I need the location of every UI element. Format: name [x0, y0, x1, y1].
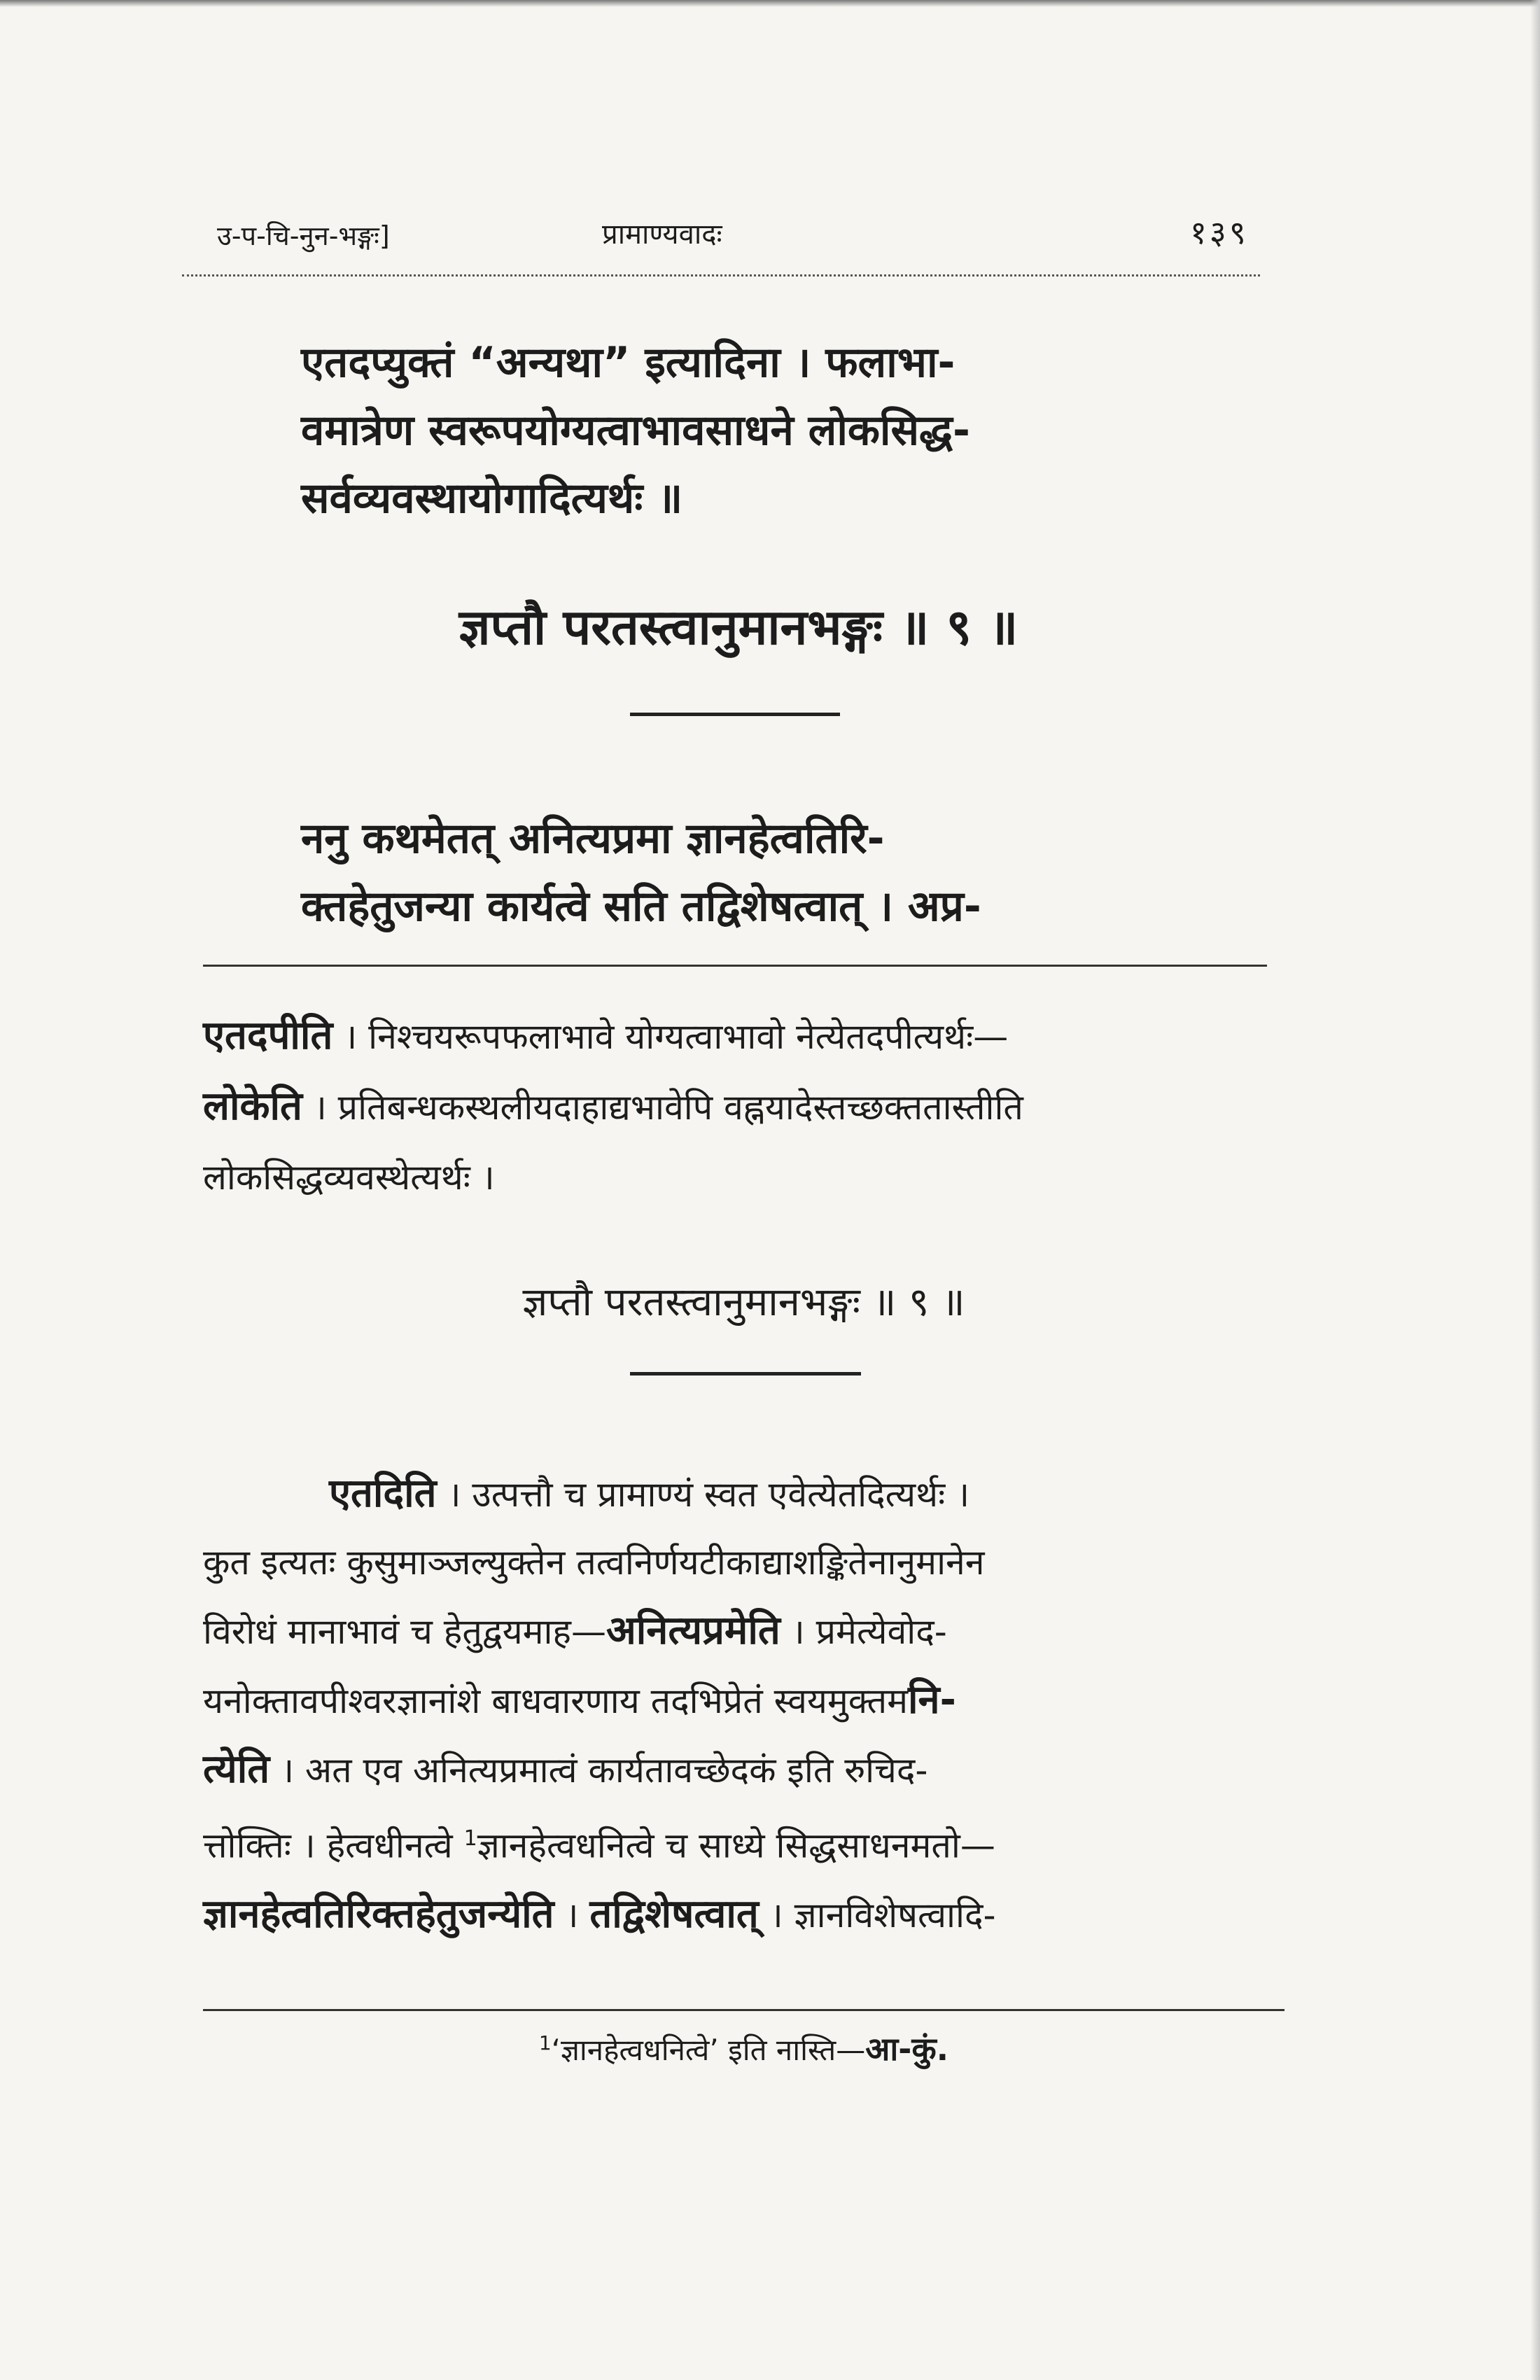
commentary-line — [203, 1880, 1284, 1949]
header-rule — [182, 274, 1260, 276]
commentary-lemma: त्येति — [203, 1746, 270, 1792]
running-head-title: प्रामाण्यवादः — [602, 218, 722, 251]
footnote-rule — [203, 2009, 1284, 2011]
commentary-gloss: । — [565, 1894, 579, 1935]
commentary-divider — [630, 1372, 861, 1376]
main-text-line: एतदप्युक्तं “अन्यथा” इत्यादिना । फलाभा- — [301, 338, 955, 387]
commentary-line: कुत इत्यतः कुसुमाञ्जल्युक्तेन तत्वनिर्णयटीकाद्याशङ्कितेनानुमानेन — [203, 1542, 985, 1583]
footnote — [203, 2026, 1284, 2070]
next-text-block — [301, 805, 1176, 941]
page-number: १३९ — [1190, 214, 1249, 251]
scan-edge-right — [1530, 0, 1540, 2380]
section-divider — [630, 713, 840, 716]
main-text-block — [301, 329, 1176, 533]
main-text-line: सर्वव्यवस्थायोगादित्यर्थः ॥ — [301, 474, 683, 523]
commentary-lemma: ज्ञानहेत्वतिरिक्तहेतुजन्येति — [203, 1891, 554, 1937]
running-head — [0, 210, 1540, 259]
main-text-line: वमात्रेण स्वरूपयोग्यत्वाभावसाधने लोकसिद्ध- — [301, 406, 970, 455]
footnote-marker: 1 — [463, 1826, 477, 1851]
section-end-heading: ज्ञप्तौ परतस्त्वानुमानभङ्गः ॥ ९ ॥ — [458, 598, 1018, 656]
commentary-line — [203, 1666, 1284, 1735]
commentary-gloss: त्तोक्तिः । हेत्वधीनत्वे — [203, 1825, 453, 1866]
commentary-heading: ज्ञप्तौ परतस्त्वानुमानभङ्गः ॥ ९ ॥ — [522, 1280, 965, 1325]
commentary-line — [203, 1805, 1284, 1880]
scan-edge-top — [0, 0, 1540, 7]
running-head-section: उ-प-चि-नुन-भङ्गः] — [217, 220, 390, 251]
commentary-line — [203, 1460, 1284, 1529]
commentary-line — [203, 1001, 1284, 1072]
commentary-gloss: । प्रतिबन्धकस्थलीयदाहाद्यभावेपि वह्नयादेस्तच्छक्ततास्तीति — [313, 1087, 1023, 1128]
commentary-gloss: विरोधं मानाभावं च हेतुद्वयमाह— — [203, 1611, 606, 1652]
footnote-number: 1 — [538, 2031, 552, 2054]
commentary-gloss: । ज्ञानविशेषत्वादि- — [769, 1894, 996, 1935]
text-commentary-rule — [203, 965, 1267, 967]
commentary-lemma: एतदपीति — [203, 1013, 333, 1058]
footnote-text: ‘ज्ञानहेत्वधनित्वे’ इति नास्ति— — [551, 2033, 866, 2067]
commentary-gloss: । निश्चयरूपफलाभावे योग्यत्वाभावो नेत्येतदपीत्यर्थः— — [344, 1016, 1009, 1057]
commentary-lemma: अनित्यप्रमेति — [606, 1608, 780, 1653]
commentary-lemma: लोकेति — [203, 1084, 302, 1129]
commentary-lemma: एतदिति — [329, 1471, 437, 1516]
commentary-line — [203, 1072, 1284, 1142]
commentary-block-1 — [203, 1001, 1284, 1212]
commentary-gloss: । अत एव अनित्यप्रमात्वं कार्यतावच्छेदकं इति रुचिद- — [281, 1750, 928, 1791]
commentary-lemma: नि- — [907, 1677, 956, 1723]
commentary-line — [203, 1597, 1284, 1666]
commentary-gloss: । प्रमेत्येवोद- — [791, 1611, 947, 1652]
commentary-line: लोकसिद्धव्यवस्थेत्यर्थः । — [203, 1157, 495, 1198]
commentary-gloss: यनोक्तावपीश्वरज्ञानांशे बाधवारणाय तदभिप्रेतं स्वयमुक्तम — [203, 1681, 908, 1721]
main-text-line: ननु कथमेतत् अनित्यप्रमा ज्ञानहेत्वतिरि- — [301, 814, 885, 863]
footnote-source: आ-कुं. — [865, 2030, 949, 2068]
commentary-block-2 — [203, 1460, 1284, 1949]
commentary-line — [203, 1735, 1284, 1805]
commentary-gloss: । उत्पत्तौ च प्रामाण्यं स्वत एवेत्येतदित्यर्थः । — [447, 1474, 970, 1515]
commentary-gloss: ज्ञानहेत्वधनित्वे च साध्ये सिद्धसाधनमतो— — [477, 1825, 995, 1866]
main-text-line: क्तहेतुजन्या कार्यत्वे सति तद्विशेषत्वात् । अप्र- — [301, 882, 981, 931]
commentary-lemma: तद्विशेषत्वात् — [589, 1891, 759, 1937]
